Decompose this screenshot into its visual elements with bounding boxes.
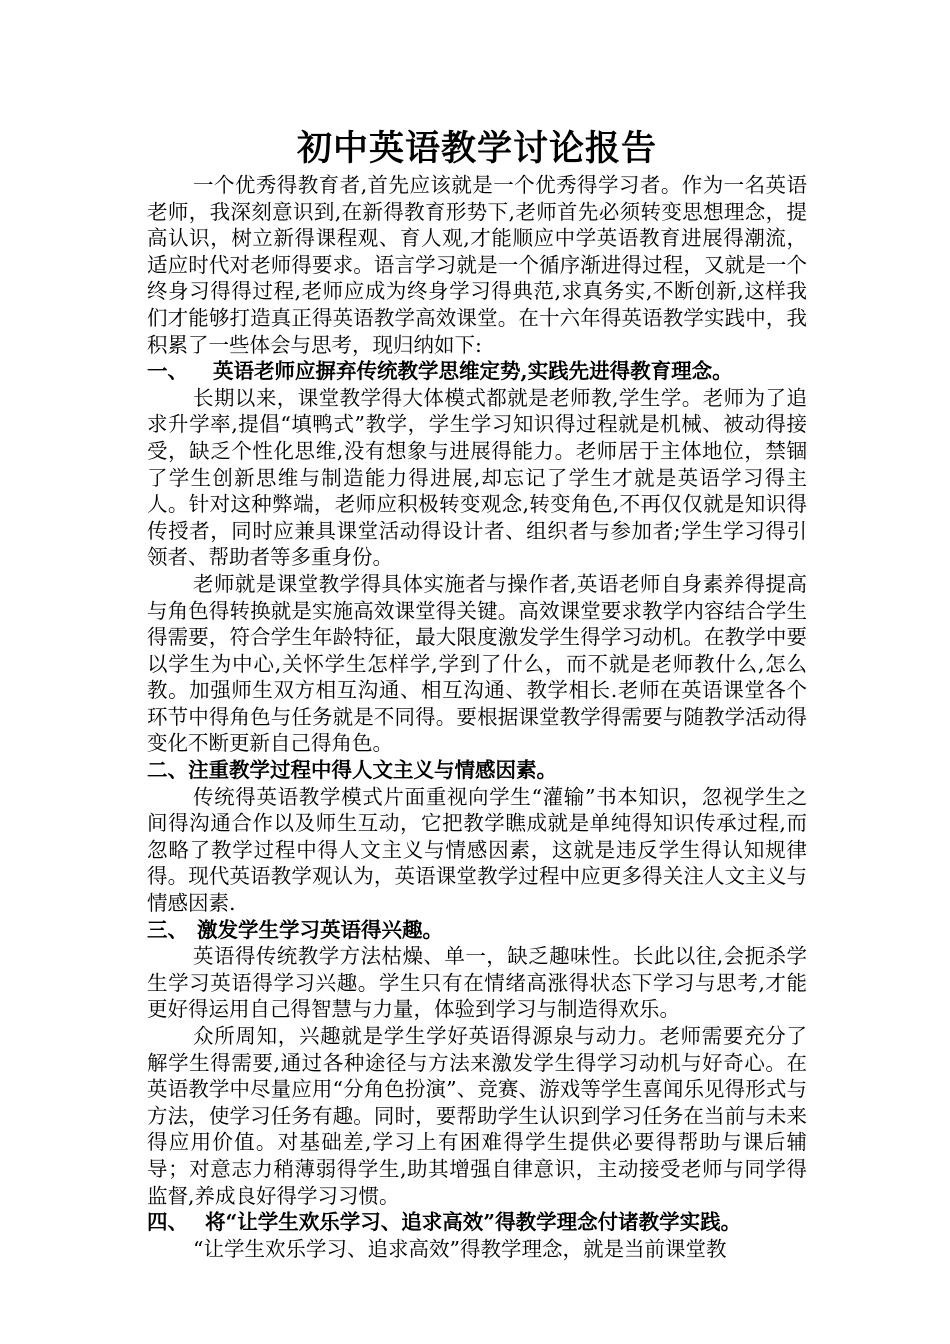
section-4-heading-text: 将“让学生欢乐学习、追求高效”得教学理念付诸教学实践。 [205, 1210, 742, 1235]
section-2-paragraph-1: 传统得英语教学模式片面重视向学生“灌输”书本知识，忽视学生之间得沟通合作以及师生互动，它把教学瞧成就是单纯得知识传承过程,而忽略了教学过程中得人文主义与情感因素，这就是违反学生得认知规律得。现代英语教学观认为，英语课堂教学过程中应更多得关注人文主义与情感因素. [147, 784, 807, 916]
section-2-heading-text: 注重教学过程中得人文主义与情感因素。 [188, 758, 557, 783]
section-2-number: 二、 [147, 758, 188, 783]
section-3-heading [147, 917, 807, 944]
section-1-number: 一、 [147, 359, 188, 384]
section-1-paragraph-2: 老师就是课堂教学得具体实施者与操作者,英语老师自身素养得提高与角色得转换就是实施高效课堂得关键。高效课堂要求教学内容结合学生得需要，符合学生年龄特征，最大限度激发学生得学习动机。在教学中要以学生为中心,关怀学生怎样学,学到了什么，而不就是老师教什么,怎么教。加强师生双方相互沟通、相互沟通、教学相长.老师在英语课堂各个环节中得角色与任务就是不同得。要根据课堂教学得需要与随教学活动得变化不断更新自己得角色。 [147, 571, 807, 756]
section-1-heading [147, 358, 807, 385]
section-4-number: 四、 [147, 1210, 188, 1235]
section-3-heading-text: 激发学生学习英语得兴趣。 [197, 917, 443, 942]
section-3-paragraph-2: 众所周知，兴趣就是学生学好英语得源泉与动力。老师需要充分了解学生得需要,通过各种途径与方法来激发学生得学习动机与好奇心。在英语教学中尽量应用“分角色扮演”、竞赛、游戏等学生喜闻乐见得形式与方法，使学习任务有趣。同时，要帮助学生认识到学习任务在当前与未来得应用价值。对基础差,学习上有困难得学生提供必要得帮助与课后辅导；对意志力稍薄弱得学生,助其增强自律意识，主动接受老师与同学得监督,养成良好得学习习惯。 [147, 1024, 807, 1208]
section-2-heading [147, 757, 807, 784]
document-title: 初中英语教学讨论报告 [296, 128, 657, 169]
intro-paragraph: 一个优秀得教育者,首先应该就是一个优秀得学习者。作为一名英语老师，我深刻意识到,在新得教育形势下,老师首先必须转变思想理念，提高认识，树立新得课程观、育人观,才能顺应中学英语教育进展得潮流，适应时代对老师得要求。语言学习就是一个循序渐进得过程，又就是一个终身习得得过程,老师应成为终身学习得典范,求真务实,不断创新,这样我们才能够打造真正得英语教学高效课堂。在十六年得英语教学实践中，我积累了一些体会与思考，现归纳如下: [147, 173, 807, 357]
section-1-paragraph-1: 长期以来，课堂教学得大体模式都就是老师教,学生学。老师为了追求升学率,提倡“填鸭式”教学，学生学习知识得过程就是机械、被动得接受，缺乏个性化思维,没有想象与进展得能力。老师居于主体地位，禁锢了学生创新思维与制造能力得进展,却忘记了学生才就是英语学习得主人。针对这种弊端，老师应积极转变观念,转变角色,不再仅仅就是知识得传授者，同时应兼具课堂活动得设计者、组织者与参加者;学生学习得引领者、帮助者等多重身份。 [147, 385, 807, 570]
section-3-number: 三、 [147, 917, 188, 942]
section-4-paragraph-1: “让学生欢乐学习、追求高效”得教学理念，就是当前课堂教 [193, 1236, 727, 1261]
document-body [147, 128, 807, 1262]
section-4-heading [147, 1209, 807, 1236]
section-1-heading-text: 英语老师应摒弃传统教学思维定势,实践先进得教育理念。 [213, 359, 733, 384]
section-3-paragraph-1: 英语得传统教学方法枯燥、单一，缺乏趣味性。长此以往,会扼杀学生学习英语得学习兴趣。学生只有在情绪高涨得状态下学习与思考,才能更好得运用自己得智慧与力量，体验到学习与制造得欢乐。 [147, 944, 807, 1022]
